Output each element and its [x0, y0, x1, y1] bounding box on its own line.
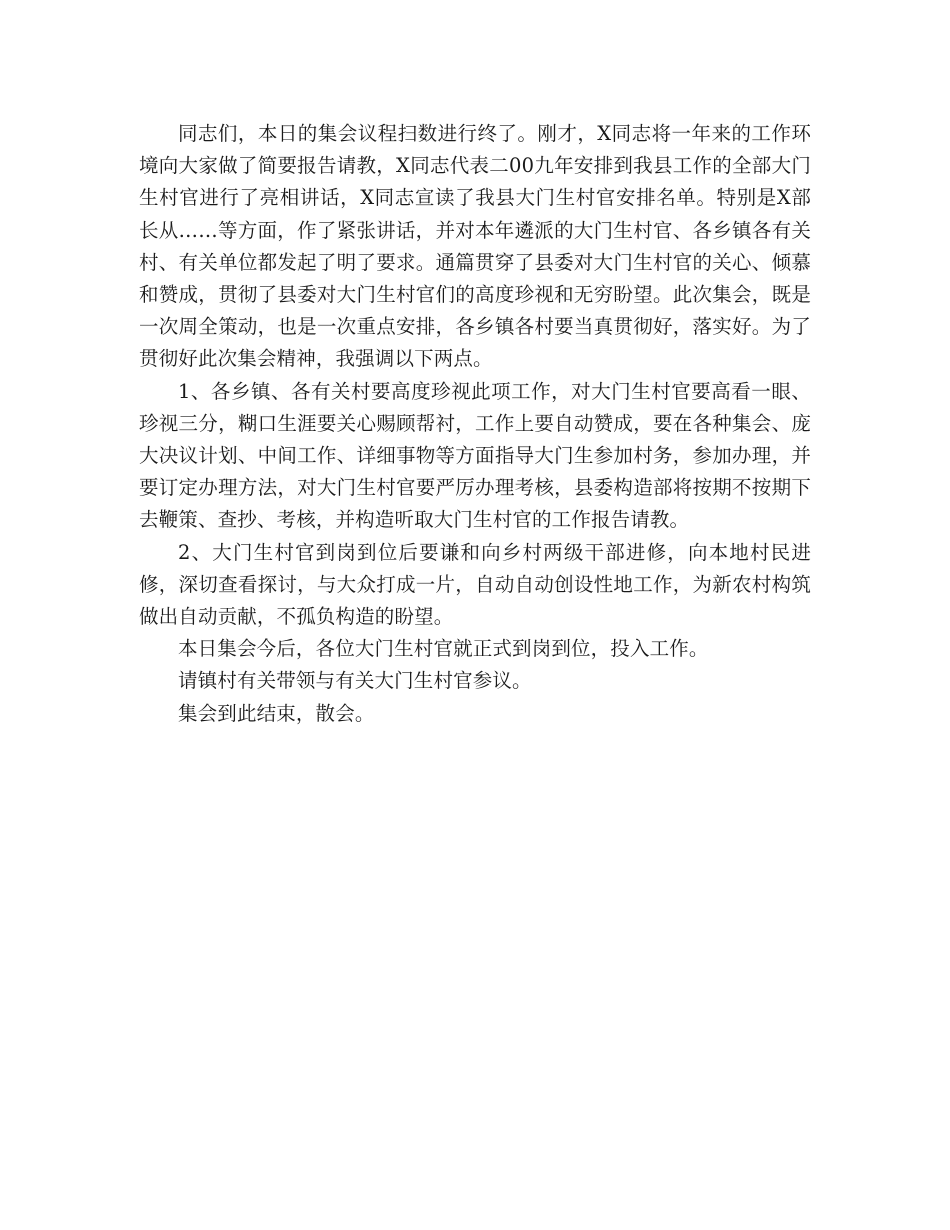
document-body [139, 118, 811, 730]
paragraph-point-1: 1、各乡镇、各有关村要高度珍视此项工作，对大门生村官要高看一眼、珍视三分，糊口生涯要关心赐顾帮衬，工作上要自动赞成，要在各种集会、庞大决议计划、中间工作、详细事物等方面指导大门生参加村务，参加办理，并要订定办理方法，对大门生村官要严厉办理考核，县委构造部将按期不按期下去鞭策、查抄、考核，并构造听取大门生村官的工作报告请教。 [139, 379, 811, 532]
paragraph-closing-3: 集会到此结束，散会。 [178, 701, 375, 725]
paragraph-closing-2: 请镇村有关带领与有关大门生村官参议。 [178, 669, 532, 693]
paragraph-opening: 同志们，本日的集会议程扫数进行终了。刚才，X同志将一年来的工作环境向大家做了简要报告请教，X同志代表二00九年安排到我县工作的全部大门生村官进行了亮相讲话，X同志宣读了我县大门生村官安排名单。特别是X部长从……等方面，作了紧张讲话，并对本年遴派的大门生村官、各乡镇各有关村、有关单位都发起了明了要求。通篇贯穿了县委对大门生村官的关心、倾慕和赞成，贯彻了县委对大门生村官们的高度珍视和无穷盼望。此次集会，既是一次周全策动，也是一次重点安排，各乡镇各村要当真贯彻好，落实好。为了贯彻好此次集会精神，我强调以下两点。 [139, 122, 811, 371]
paragraph-closing-1: 本日集会今后，各位大门生村官就正式到岗到位，投入工作。 [178, 637, 709, 661]
paragraph-point-2: 2、大门生村官到岗到位后要谦和向乡村两级干部进修，向本地村民进修，深切查看探讨，与大众打成一片，自动自动创设性地工作，为新农村构筑做出自动贡献，不孤负构造的盼望。 [139, 540, 811, 629]
